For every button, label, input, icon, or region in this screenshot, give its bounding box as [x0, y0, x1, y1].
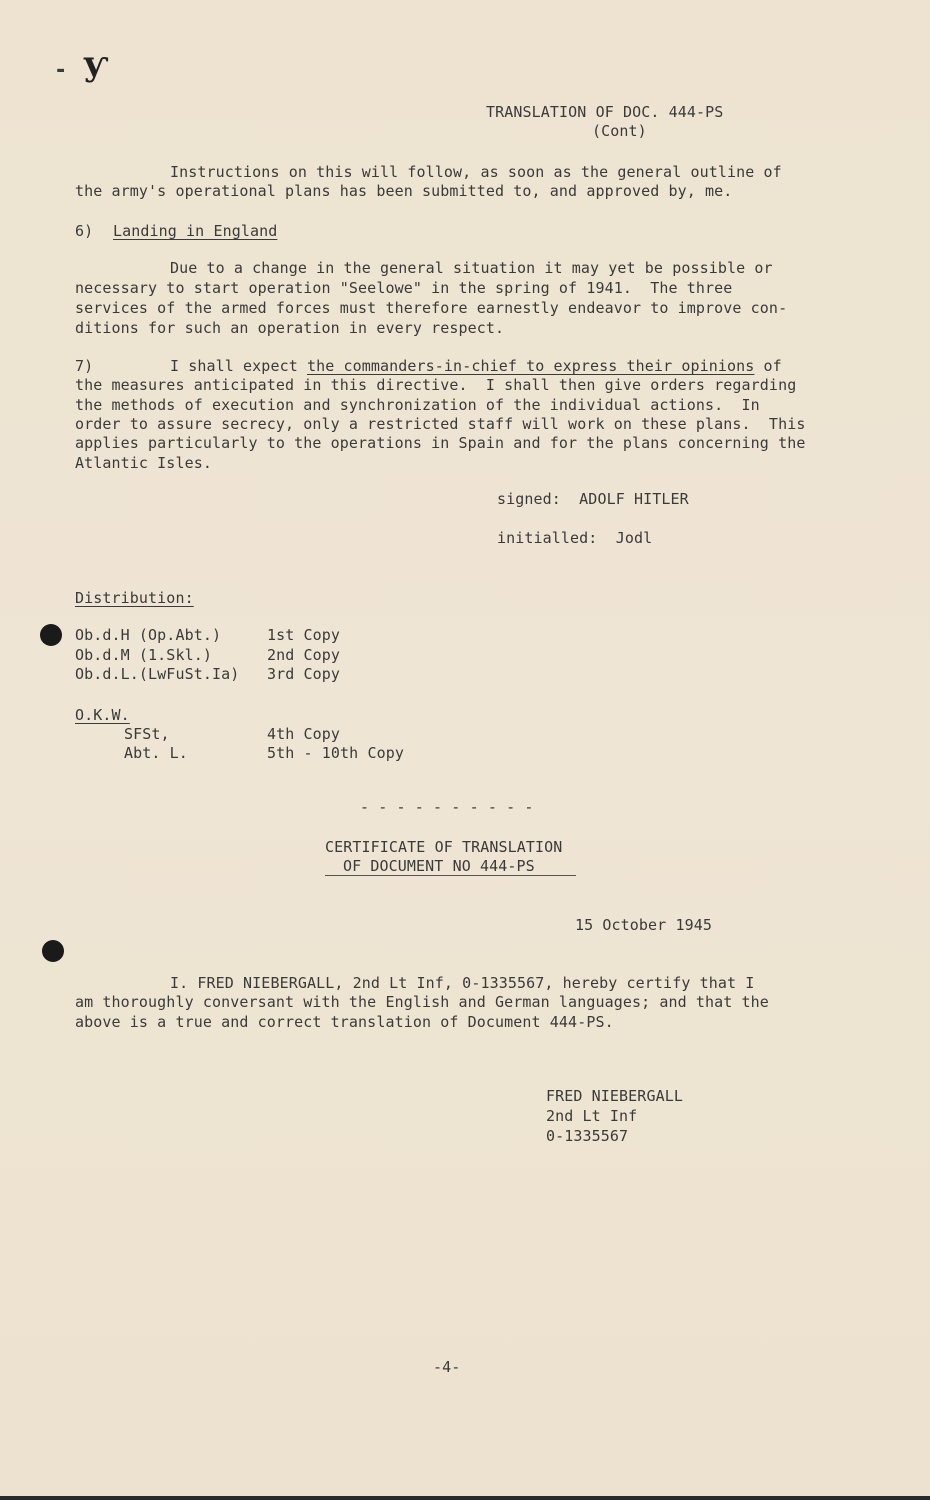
page-number: -4-: [433, 1358, 461, 1376]
punch-hole-upper: [40, 624, 62, 646]
document-header: TRANSLATION OF DOC. 444-PS: [486, 103, 724, 121]
certificate-line-3: above is a true and correct translation of Document 444-PS.: [75, 1013, 614, 1031]
certificate-line-1: I. FRED NIEBERGALL, 2nd Lt Inf, 0-1335567, hereby certify that I: [170, 974, 755, 992]
certificate-title-underline: [325, 875, 576, 876]
section-6-line-4: ditions for such an operation in every respect.: [75, 319, 505, 337]
section-divider: - - - - - - - - - -: [360, 798, 534, 816]
section-7-number: 7): [75, 357, 94, 375]
section-6-line-2: necessary to start operation "Seelowe" in the spring of 1941. The three: [75, 279, 733, 297]
okw-copy-1: 4th Copy: [267, 725, 341, 743]
distribution-copy-1: 1st Copy: [267, 626, 341, 644]
section-7-line-1-post: of: [754, 357, 782, 375]
certificate-title-1: CERTIFICATE OF TRANSLATION: [325, 838, 563, 856]
distribution-title: Distribution:: [75, 589, 194, 607]
intro-line-2: the army's operational plans has been submitted to, and approved by, me.: [75, 182, 733, 200]
section-7-line-5: applies particularly to the operations in Spain and for the plans concerning the: [75, 434, 806, 452]
intro-line-1: Instructions on this will follow, as soon as the general outline of: [170, 163, 782, 181]
distribution-copy-3: 3rd Copy: [267, 665, 341, 683]
signer-name: FRED NIEBERGALL: [546, 1087, 683, 1105]
distribution-recipient-2: Ob.d.M (1.Skl.): [75, 646, 212, 664]
document-header-cont: (Cont): [592, 122, 647, 140]
scan-bottom-edge: [0, 1496, 930, 1500]
signer-serial: 0-1335567: [546, 1127, 629, 1145]
distribution-copy-2: 2nd Copy: [267, 646, 341, 664]
signer-rank: 2nd Lt Inf: [546, 1107, 638, 1125]
distribution-recipient-1: Ob.d.H (Op.Abt.): [75, 626, 222, 644]
distribution-recipient-3: Ob.d.L.(LwFuSt.Ia): [75, 665, 240, 683]
okw-recipient-2: Abt. L.: [124, 744, 188, 762]
section-7-line-1: [170, 356, 782, 376]
section-7-line-6: Atlantic Isles.: [75, 454, 212, 472]
certificate-title-2: OF DOCUMENT NO 444-PS: [343, 857, 535, 875]
signed-line: signed: ADOLF HITLER: [497, 490, 689, 508]
section-6-line-1: Due to a change in the general situation it may yet be possible or: [170, 259, 773, 277]
certificate-date: 15 October 1945: [575, 916, 712, 934]
handwritten-mark-icon: ƴ: [84, 44, 109, 84]
okw-recipient-1: SFSt,: [124, 725, 170, 743]
section-6-number: 6): [75, 222, 94, 240]
initialled-line: initialled: Jodl: [497, 529, 653, 547]
section-7-line-4: order to assure secrecy, only a restricted staff will work on these plans. This: [75, 415, 806, 433]
margin-dash-mark: -: [54, 58, 68, 83]
okw-copy-2: 5th - 10th Copy: [267, 744, 404, 762]
punch-hole-lower: [42, 940, 64, 962]
section-6-title: Landing in England: [113, 222, 278, 240]
section-7-line-3: the methods of execution and synchronization of the individual actions. In: [75, 396, 760, 414]
okw-title: O.K.W.: [75, 706, 130, 724]
section-7-line-2: the measures anticipated in this directive. I shall then give orders regarding: [75, 376, 797, 394]
section-6-line-3: services of the armed forces must therefore earnestly endeavor to improve con-: [75, 299, 788, 317]
section-7-line-1-pre: I shall expect: [170, 357, 307, 375]
section-7-underlined-phrase: the commanders-in-chief to express their opinions: [306, 357, 755, 375]
certificate-line-2: am thoroughly conversant with the English and German languages; and that the: [75, 993, 769, 1011]
